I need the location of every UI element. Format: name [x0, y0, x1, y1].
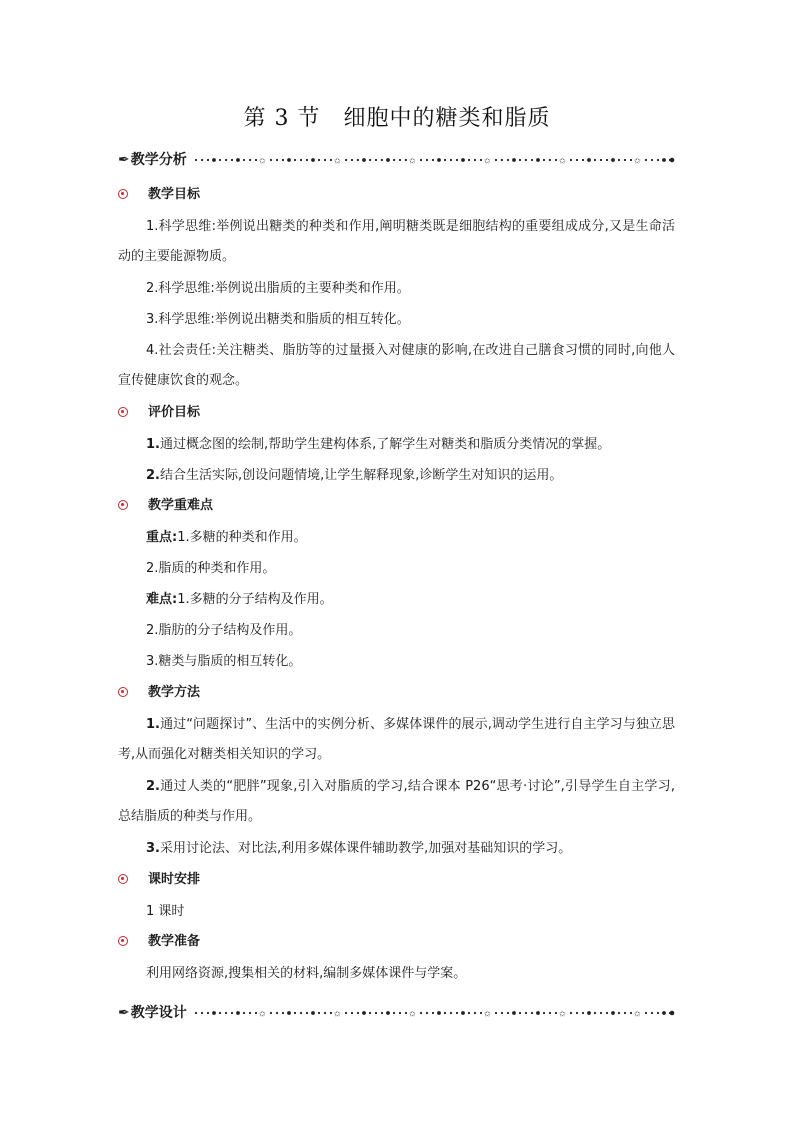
divider-dot [399, 1012, 401, 1014]
band-label: 教学设计 [130, 1005, 187, 1021]
divider-dot [318, 159, 320, 161]
divider-dot [219, 159, 221, 161]
divider-dot [294, 159, 296, 161]
target-bullet-icon [118, 407, 128, 417]
divider-dot [570, 159, 572, 161]
divider-dot [270, 159, 272, 161]
pen-icon: ✒ [118, 152, 130, 168]
divider-star: ✩ [334, 156, 341, 166]
divider-dot [236, 158, 240, 162]
divider-dot [357, 1012, 359, 1014]
divider-dot [606, 159, 608, 161]
divider-dot [362, 158, 366, 162]
schedule-text: 1 课时 [146, 904, 185, 919]
divider-dot [525, 159, 527, 161]
divider-star: ✩ [634, 1009, 641, 1019]
divider-dot [495, 159, 497, 161]
divider-dot [330, 1012, 332, 1014]
divider-dot [624, 1012, 626, 1014]
divider-dot [474, 1012, 476, 1014]
divider-dot [375, 159, 377, 161]
divider-dot [276, 159, 278, 161]
divider-dot [405, 1012, 407, 1014]
divider-star: ✩ [259, 156, 266, 166]
divider-dot [201, 159, 203, 161]
divider-dot [212, 1011, 216, 1015]
target-bullet-icon [118, 687, 128, 697]
divider-star: ✩ [484, 156, 491, 166]
divider-dot [549, 159, 551, 161]
divider-dot [306, 159, 308, 161]
dotted-divider [194, 154, 675, 166]
divider-dot [300, 1012, 302, 1014]
divider-dot [657, 1012, 659, 1014]
divider-dot [468, 159, 470, 161]
divider-dot [231, 159, 233, 161]
divider-dot [576, 1012, 578, 1014]
section-band-design [118, 1003, 675, 1023]
divider-star: ✩ [334, 1009, 341, 1019]
divider-dot [450, 1012, 452, 1014]
divider-dot [594, 1012, 596, 1014]
divider-star: ✩ [259, 1009, 266, 1019]
evaluation-item: 1.通过概念图的绘制,帮助学生建构体系,了解学生对糖类和脂质分类情况的掌握。 [146, 437, 611, 452]
heading-text: 评价目标 [148, 405, 201, 420]
divider-dot [525, 1012, 527, 1014]
divider-star: ✩ [634, 156, 641, 166]
divider-dot [582, 1012, 584, 1014]
divider-dot [662, 158, 666, 162]
section-band-analysis [118, 150, 675, 170]
divider-dot [662, 1011, 666, 1015]
divider-end-dot [670, 1011, 675, 1016]
evaluation-item: 2.结合生活实际,创设问题情境,让学生解释现象,诊断学生对知识的运用。 [146, 468, 563, 483]
divider-dot [657, 159, 659, 161]
divider-dot [582, 159, 584, 161]
divider-dot [461, 158, 465, 162]
divider-dot [536, 158, 540, 162]
divider-dot [212, 158, 216, 162]
target-bullet-icon [118, 500, 128, 510]
key-point-item: 2.脂质的种类和作用。 [146, 561, 276, 576]
divider-dot [618, 159, 620, 161]
divider-dot [231, 1012, 233, 1014]
divider-dot [195, 1012, 197, 1014]
divider-dot [300, 159, 302, 161]
divider-dot [600, 1012, 602, 1014]
divider-dot [369, 159, 371, 161]
divider-dot [543, 159, 545, 161]
divider-dot [480, 159, 482, 161]
divider-dot [507, 1012, 509, 1014]
divider-dot [207, 1012, 209, 1014]
divider-dot [543, 1012, 545, 1014]
objective-item: 2.科学思维:举例说出脂质的主要种类和作用。 [146, 281, 410, 296]
objective-item: 4.社会责任:关注糖类、脂肪等的过量摄入对健康的影响,在改进自己膳食习惯的同时,向他人宣传健康饮食的观念。 [118, 343, 675, 388]
target-bullet-icon [118, 874, 128, 884]
divider-dot [381, 1012, 383, 1014]
divider-dot [270, 1012, 272, 1014]
divider-star: ✩ [484, 1009, 491, 1019]
divider-dot [645, 1012, 647, 1014]
heading-text: 教学准备 [148, 934, 201, 949]
divider-dot [345, 1012, 347, 1014]
divider-dot [219, 1012, 221, 1014]
divider-dot [630, 159, 632, 161]
divider-dot [420, 1012, 422, 1014]
divider-dot [243, 1012, 245, 1014]
preparation-text: 利用网络资源,搜集相关的材料,编制多媒体课件与学案。 [146, 966, 467, 981]
dotted-divider [194, 1007, 675, 1019]
divider-dot [501, 159, 503, 161]
divider-dot [324, 159, 326, 161]
divider-dot [576, 159, 578, 161]
divider-dot [555, 1012, 557, 1014]
divider-dot [345, 159, 347, 161]
divider-dot [495, 1012, 497, 1014]
divider-dot [594, 159, 596, 161]
divider-dot [225, 159, 227, 161]
divider-dot [456, 1012, 458, 1014]
divider-dot [255, 1012, 257, 1014]
difficult-point-item: 3.糖类与脂质的相互转化。 [146, 654, 302, 669]
divider-dot [318, 1012, 320, 1014]
divider-star: ✩ [409, 1009, 416, 1019]
divider-dot [294, 1012, 296, 1014]
divider-dot [651, 159, 653, 161]
divider-dot [311, 158, 315, 162]
divider-dot [432, 1012, 434, 1014]
divider-dot [512, 158, 516, 162]
divider-dot [611, 158, 615, 162]
divider-dot [243, 159, 245, 161]
divider-end-dot [670, 158, 675, 163]
page-title: 第 3 节 细胞中的糖类和脂质 [243, 106, 551, 131]
divider-dot [437, 158, 441, 162]
divider-dot [351, 1012, 353, 1014]
divider-dot [386, 158, 390, 162]
divider-dot [512, 1011, 516, 1015]
method-item: 3.采用讨论法、对比法,利用多媒体课件辅助教学,加强对基础知识的学习。 [146, 841, 572, 856]
method-item: 1.通过“问题探讨”、生活中的实例分析、多媒体课件的展示,调动学生进行自主学习与独立思考,从而强化对糖类相关知识的学习。 [118, 717, 675, 762]
band-label: 教学分析 [130, 152, 187, 168]
divider-dot [207, 159, 209, 161]
method-item: 2.通过人类的“肥胖”现象,引入对脂质的学习,结合课本 P26“思考·讨论”,引导学生自主学习,总结脂质的种类与作用。 [118, 779, 675, 824]
divider-dot [201, 1012, 203, 1014]
divider-dot [405, 159, 407, 161]
divider-dot [386, 1011, 390, 1015]
divider-dot [600, 159, 602, 161]
divider-dot [249, 159, 251, 161]
divider-dot [606, 1012, 608, 1014]
divider-dot [282, 159, 284, 161]
difficult-point-item: 2.脂肪的分子结构及作用。 [146, 623, 302, 638]
divider-dot [519, 1012, 521, 1014]
divider-dot [645, 159, 647, 161]
heading-text: 教学目标 [148, 187, 201, 202]
divider-dot [236, 1011, 240, 1015]
divider-dot [437, 1011, 441, 1015]
divider-dot [357, 159, 359, 161]
divider-dot [324, 1012, 326, 1014]
divider-dot [399, 159, 401, 161]
divider-dot [393, 1012, 395, 1014]
divider-dot [362, 1011, 366, 1015]
divider-dot [468, 1012, 470, 1014]
divider-dot [624, 159, 626, 161]
divider-dot [375, 1012, 377, 1014]
divider-dot [195, 159, 197, 161]
divider-dot [306, 1012, 308, 1014]
divider-dot [249, 1012, 251, 1014]
divider-dot [587, 158, 591, 162]
divider-dot [507, 159, 509, 161]
objective-item: 1.科学思维:举例说出糖类的种类和作用,阐明糖类既是细胞结构的重要组成成分,又是生命活动的主要能源物质。 [118, 219, 675, 264]
heading-text: 教学方法 [148, 685, 201, 700]
divider-dot [651, 1012, 653, 1014]
divider-dot [351, 159, 353, 161]
divider-dot [570, 1012, 572, 1014]
divider-dot [426, 1012, 428, 1014]
divider-dot [287, 158, 291, 162]
divider-dot [618, 1012, 620, 1014]
divider-dot [444, 159, 446, 161]
divider-star: ✩ [559, 156, 566, 166]
divider-dot [474, 159, 476, 161]
heading-text: 课时安排 [148, 872, 201, 887]
divider-dot [549, 1012, 551, 1014]
divider-star: ✩ [559, 1009, 566, 1019]
divider-dot [282, 1012, 284, 1014]
divider-dot [369, 1012, 371, 1014]
target-bullet-icon [118, 189, 128, 199]
divider-star: ✩ [409, 156, 416, 166]
divider-dot [420, 159, 422, 161]
divider-dot [611, 1011, 615, 1015]
divider-dot [536, 1011, 540, 1015]
divider-dot [519, 159, 521, 161]
divider-dot [480, 1012, 482, 1014]
divider-dot [461, 1011, 465, 1015]
divider-dot [276, 1012, 278, 1014]
difficult-point-item: 难点:1.多糖的分子结构及作用。 [146, 592, 333, 607]
divider-dot [450, 159, 452, 161]
divider-dot [393, 159, 395, 161]
divider-dot [311, 1011, 315, 1015]
divider-dot [287, 1011, 291, 1015]
divider-dot [432, 159, 434, 161]
divider-dot [531, 1012, 533, 1014]
divider-dot [330, 159, 332, 161]
objective-item: 3.科学思维:举例说出糖类和脂质的相互转化。 [146, 312, 410, 327]
divider-dot [630, 1012, 632, 1014]
divider-dot [587, 1011, 591, 1015]
divider-dot [555, 159, 557, 161]
heading-text: 教学重难点 [148, 498, 214, 513]
pen-icon: ✒ [118, 1005, 130, 1021]
key-point-item: 重点:1.多糖的种类和作用。 [146, 530, 307, 545]
divider-dot [381, 159, 383, 161]
divider-dot [531, 159, 533, 161]
divider-dot [426, 159, 428, 161]
divider-dot [225, 1012, 227, 1014]
divider-dot [255, 159, 257, 161]
target-bullet-icon [118, 936, 128, 946]
divider-dot [501, 1012, 503, 1014]
divider-dot [444, 1012, 446, 1014]
divider-dot [456, 159, 458, 161]
